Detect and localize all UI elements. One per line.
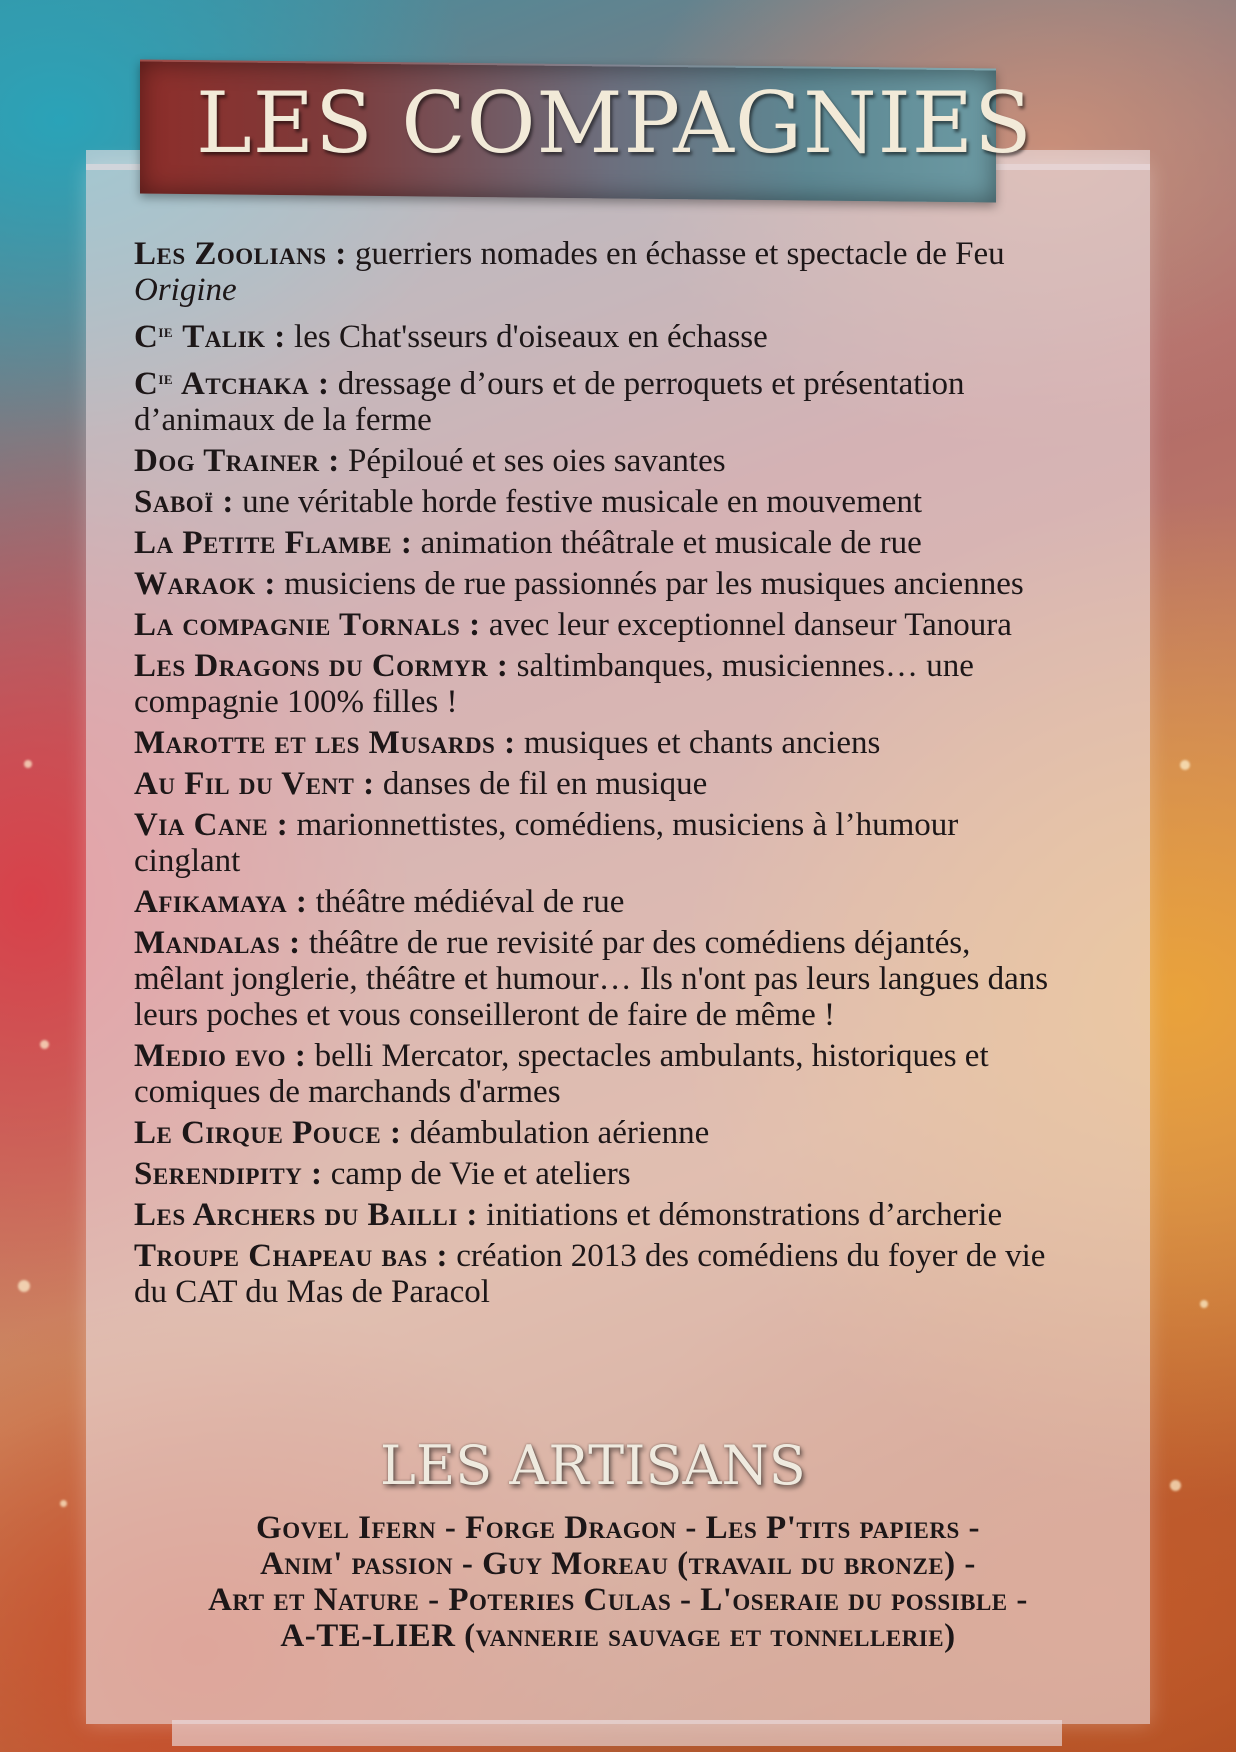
company-name: Saboï : (134, 484, 234, 520)
company-description: belli Mercator, spectacles ambulants, historiques et comiques de marchands d'armes (134, 1038, 989, 1110)
company-description: musiques et chants anciens (515, 725, 881, 761)
company-name: Au Fil du Vent : (134, 766, 375, 802)
sparkle (1200, 1300, 1208, 1308)
company-description: initiations et démonstrations d’archerie (477, 1197, 1003, 1233)
company-name: Marotte et les Musards : (134, 725, 516, 761)
company-entry (134, 766, 1064, 802)
company-entry (134, 925, 1064, 1033)
company-name: La compagnie Tornals : (134, 607, 481, 643)
artisans-line: Anim' passion - Guy Moreau (travail du bronze) - (260, 1546, 976, 1582)
company-entry (134, 807, 1064, 879)
company-name: Mandalas : (134, 925, 301, 961)
company-name: Troupe Chapeau bas : (134, 1238, 448, 1274)
sparkle (1170, 1480, 1181, 1491)
company-name: Via Cane : (134, 807, 289, 843)
company-description: marionnettistes, comédiens, musiciens à l’humour cinglant (134, 807, 959, 879)
company-description: déambulation aérienne (401, 1115, 710, 1151)
company-name: $C^{ie}$ Atchaka : (134, 366, 330, 402)
company-entry (134, 525, 1064, 561)
company-entry (134, 648, 1064, 720)
company-entry (134, 1038, 1064, 1110)
company-description: une véritable horde festive musicale en mouvement (233, 484, 923, 520)
company-name: Serendipity : (134, 1156, 323, 1192)
company-description: avec leur exceptionnel danseur Tanoura (480, 607, 1012, 643)
sparkle (18, 1280, 30, 1292)
company-description: guerriers nomades en échasse et spectacle de Feu (346, 236, 1005, 272)
artisans-line: Art et Nature - Poteries Culas - L'oseraie du possible - (208, 1582, 1028, 1618)
company-description: les Chat'sseurs d'oiseaux en échasse (285, 319, 768, 355)
company-entry (134, 1115, 1064, 1151)
company-name: Les Dragons du Cormyr : (134, 648, 509, 684)
company-name: $C^{ie}$ Talik : (134, 319, 286, 355)
artisans-line: Govel Ifern - Forge Dragon - Les P'tits papiers - (256, 1510, 980, 1546)
company-description-italic: Origine (134, 272, 237, 308)
sparkle (1180, 760, 1190, 770)
company-entry (134, 313, 1064, 355)
company-entry (134, 236, 1064, 308)
company-name: Waraok : (134, 566, 276, 602)
company-entry (134, 884, 1064, 920)
sparkle (24, 760, 32, 768)
company-name: Medio evo : (134, 1038, 307, 1074)
company-entry (134, 1197, 1064, 1233)
companies-list (134, 236, 1064, 1315)
page-title: LES COMPAGNIES (196, 74, 1033, 172)
company-name: Dog Trainer : (134, 443, 340, 479)
company-name-superscript: ie (158, 368, 174, 388)
company-entry (134, 360, 1064, 438)
company-description: danses de fil en musique (374, 766, 708, 802)
company-entry (134, 484, 1064, 520)
company-description: théâtre de rue revisité par des comédiens déjantés, mêlant jonglerie, théâtre et humour… Ils n'ont pas leurs langues dans leurs poches et vous conseilleront de faire de même ! (134, 925, 1049, 1033)
sparkle (40, 1040, 49, 1049)
company-entry (134, 443, 1064, 479)
company-description: dressage d’ours et de perroquets et présentation d’animaux de la ferme (134, 366, 965, 438)
company-description: camp de Vie et ateliers (322, 1156, 631, 1192)
company-entry (134, 1156, 1064, 1192)
company-name: Le Cirque Pouce : (134, 1115, 402, 1151)
company-description: saltimbanques, musiciennes… une compagnie 100% filles ! (134, 648, 974, 720)
company-name: La Petite Flambe : (134, 525, 413, 561)
company-name: Les Archers du Bailli : (134, 1197, 478, 1233)
sparkle (60, 1500, 67, 1507)
company-entry (134, 566, 1064, 602)
company-description: animation théâtrale et musicale de rue (412, 525, 922, 561)
company-description: Pépiloué et ses oies savantes (339, 443, 726, 479)
artisans-line: A-TE-LIER (vannerie sauvage et tonnellerie) (280, 1618, 956, 1654)
company-name: Les Zoolians : (134, 236, 347, 272)
company-description: musiciens de rue passionnés par les musiques anciennes (275, 566, 1024, 602)
company-entry (134, 725, 1064, 761)
company-description: création 2013 des comédiens du foyer de vie du CAT du Mas de Paracol (134, 1238, 1046, 1310)
company-name: Afikamaya : (134, 884, 308, 920)
artisans-list (110, 1510, 1126, 1654)
company-description: théâtre médiéval de rue (307, 884, 625, 920)
company-entry (134, 607, 1064, 643)
company-name-superscript: ie (158, 321, 174, 341)
content-panel-foot (172, 1720, 1062, 1746)
company-entry (134, 1238, 1064, 1310)
artisans-title: LES ARTISANS (380, 1434, 806, 1497)
